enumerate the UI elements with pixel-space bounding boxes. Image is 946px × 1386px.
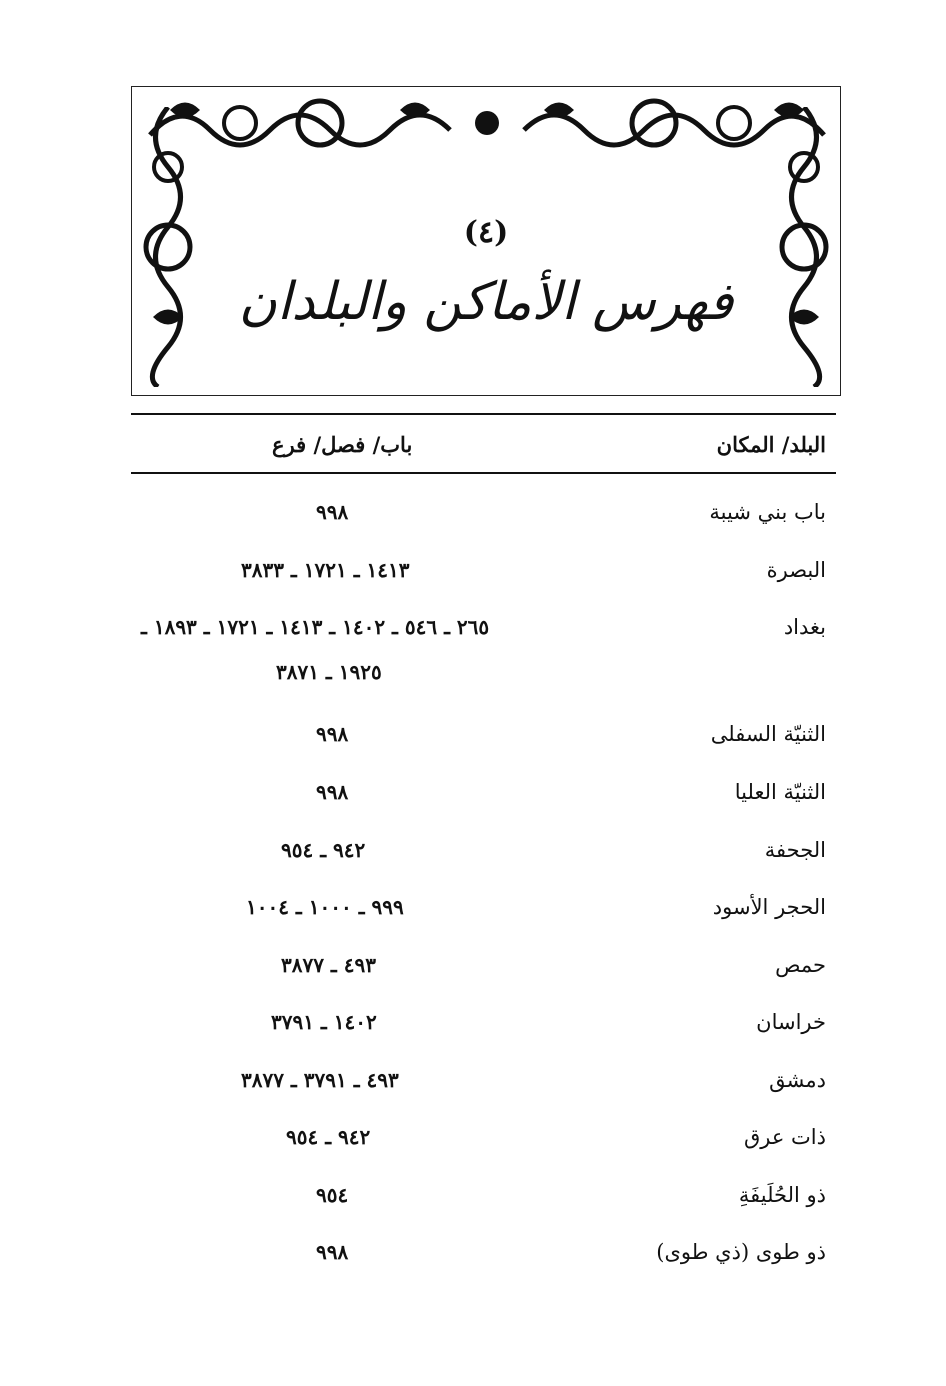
table-row [131, 1010, 836, 1050]
place-name: الثنيّة العليا [734, 780, 826, 804]
section-number: (٤) [463, 215, 509, 250]
place-refs: ٩٩٨ [316, 500, 349, 524]
table-row [131, 895, 836, 935]
table-row [131, 722, 836, 762]
place-refs: ٤٩٣ ـ ٣٨٧٧ [281, 953, 376, 977]
place-refs: ٩٤٢ ـ ٩٥٤ [281, 838, 366, 862]
place-refs: ٩٥٤ [316, 1183, 349, 1207]
table-row [131, 1125, 836, 1165]
place-name: البصرة [766, 558, 826, 582]
table-row [131, 1183, 836, 1223]
place-name: ذو الحُلَيفَةِ [738, 1183, 826, 1207]
table-row [131, 500, 836, 540]
place-name: الجحفة [764, 838, 826, 862]
place-name: دمشق [769, 1068, 826, 1092]
table-row [131, 615, 836, 655]
title-frame [131, 86, 841, 396]
place-refs: ٩٩٨ [316, 1240, 349, 1264]
place-refs: ٩٤٢ ـ ٩٥٤ [286, 1125, 371, 1149]
place-name: باب بني شيبة [709, 500, 826, 524]
table-row [131, 1068, 836, 1108]
place-name: حمص [775, 953, 826, 977]
place-refs: ٩٩٨ [316, 780, 349, 804]
place-refs: ٩٩٨ [316, 722, 349, 746]
place-refs-continued: ١٩٢٥ ـ ٣٨٧١ [276, 660, 382, 684]
place-refs: ١٤٠٢ ـ ٣٧٩١ [271, 1010, 377, 1034]
section-title: فهرس الأماكن والبلدان [238, 272, 734, 332]
table-row [131, 558, 836, 598]
place-name: بغداد [783, 615, 826, 639]
header-ref: باب/ فصل/ فرع [272, 432, 413, 457]
place-refs: ٤٩٣ ـ ٣٧٩١ ـ ٣٨٧٧ [241, 1068, 399, 1092]
table-row [131, 780, 836, 820]
header-place: البلد/ المكان [716, 432, 826, 457]
place-name: الثنيّة السفلى [710, 722, 826, 746]
place-refs: ٢٦٥ ـ ٥٤٦ ـ ١٤٠٢ ـ ١٤١٣ ـ ١٧٢١ ـ ١٨٩٣ ـ [141, 615, 490, 639]
table-row [131, 838, 836, 878]
place-name: ذو طوى (ذي طوى) [656, 1240, 826, 1264]
table-row [131, 660, 836, 700]
place-name: الحجر الأسود [712, 895, 826, 919]
ornament-top-border [140, 95, 834, 155]
place-name: خراسان [756, 1010, 826, 1034]
place-refs: ١٤١٣ ـ ١٧٢١ ـ ٣٨٣٣ [241, 558, 410, 582]
place-name: ذات عرق [743, 1125, 826, 1149]
table-row [131, 1240, 836, 1280]
place-refs: ٩٩٩ ـ ١٠٠٠ ـ ١٠٠٤ [246, 895, 404, 919]
table-row [131, 953, 836, 993]
table-top-rule [131, 413, 836, 415]
table-header-rule [131, 472, 836, 474]
